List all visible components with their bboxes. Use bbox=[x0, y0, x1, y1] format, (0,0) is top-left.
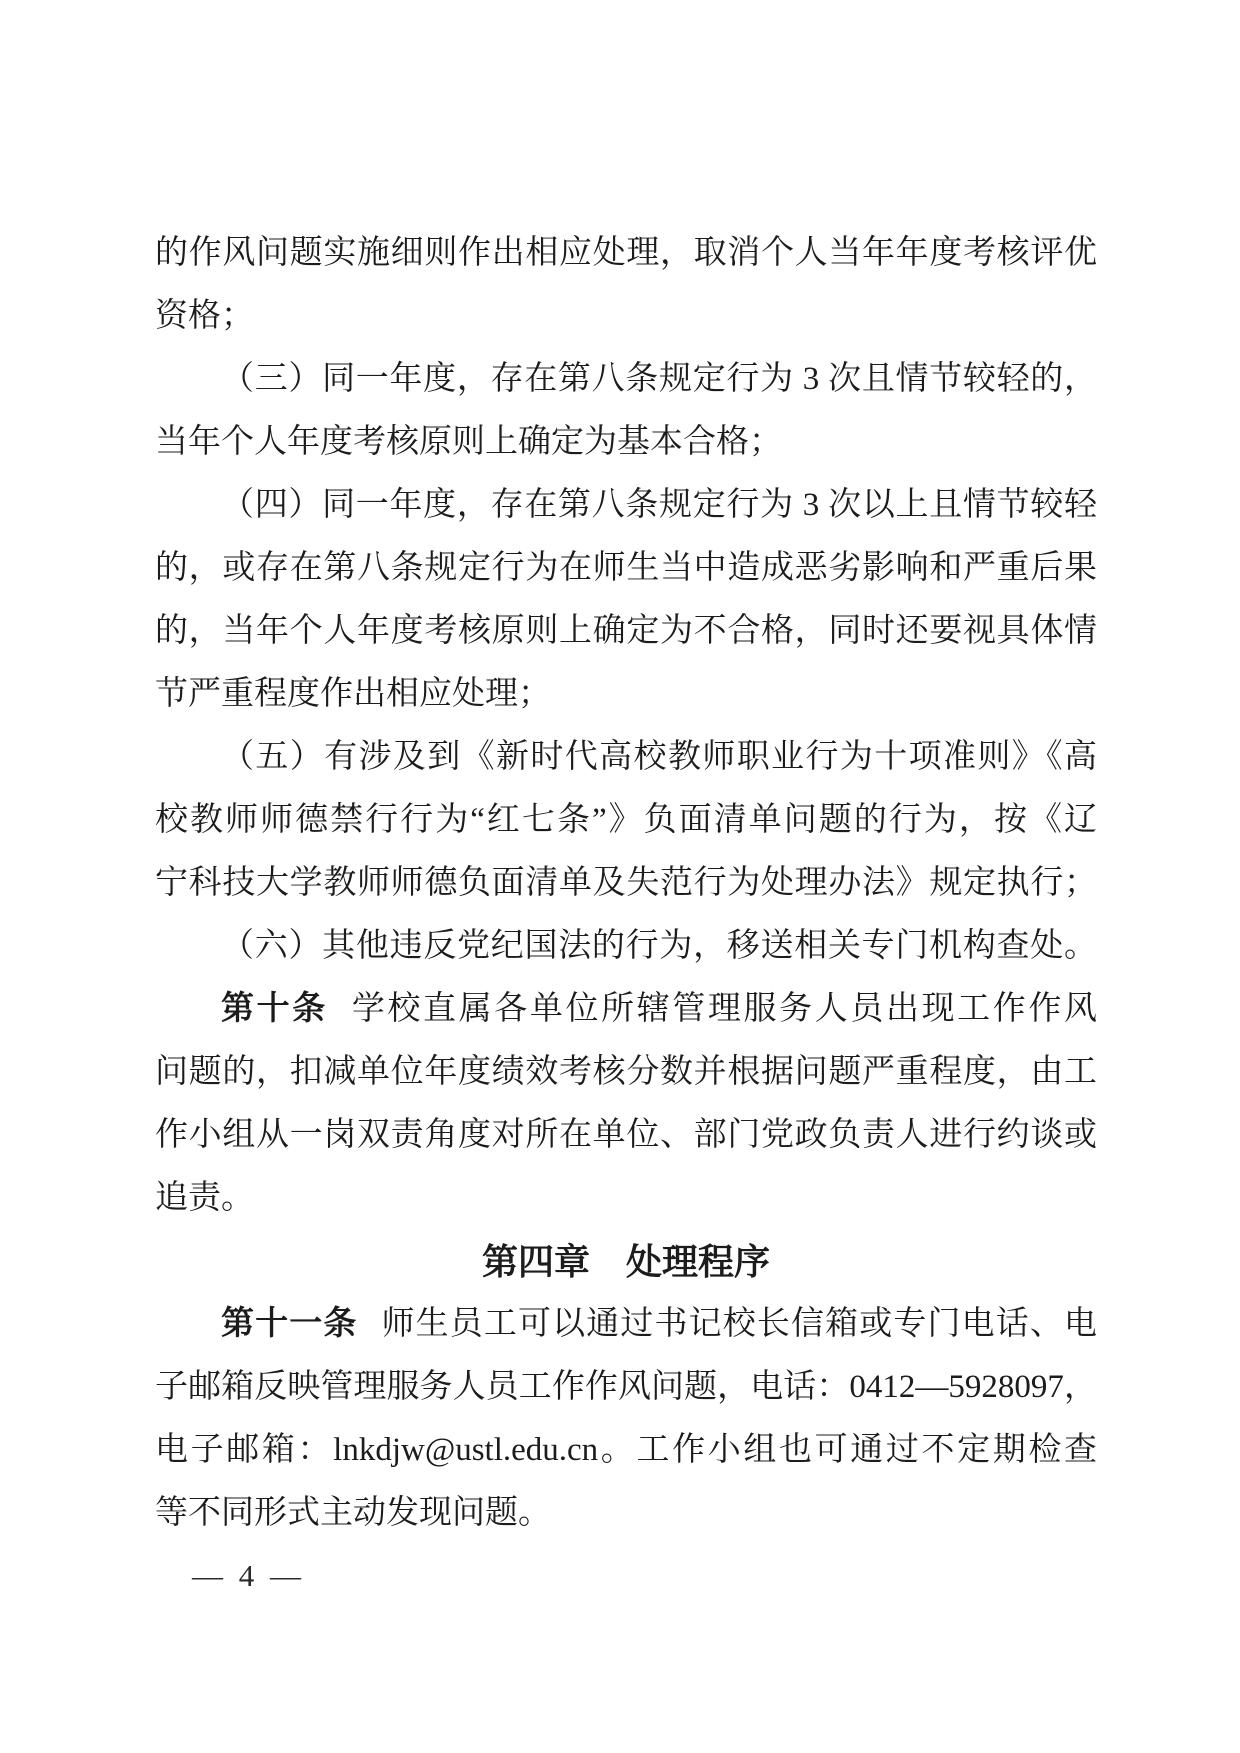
text-line: 电子邮箱：lnkdjw@ustl.edu.cn。工作小组也可通过不定期检查 bbox=[155, 1432, 1097, 1468]
text-line: 作小组从一岗双责角度对所在单位、部门党政负责人进行约谈或 bbox=[155, 1117, 1097, 1153]
article-number: 第十条 bbox=[221, 991, 328, 1027]
text-line: （六）其他违反党纪国法的行为，移送相关专门机构查处。 bbox=[221, 928, 1097, 964]
text-line: 资格； bbox=[155, 298, 254, 334]
article-number: 第十一条 bbox=[221, 1306, 358, 1342]
text-line: （三）同一年度，存在第八条规定行为 3 次且情节较轻的， bbox=[221, 361, 1097, 397]
text-line: 问题的，扣减单位年度绩效考核分数并根据问题严重程度，由工 bbox=[155, 1054, 1097, 1090]
text-line: 校教师师德禁行行为“红七条”》负面清单问题的行为，按《辽 bbox=[155, 802, 1097, 838]
text-line: （五）有涉及到《新时代高校教师职业行为十项准则》《高 bbox=[221, 739, 1097, 775]
text-line: 宁科技大学教师师德负面清单及失范行为处理办法》规定执行； bbox=[155, 865, 1097, 901]
text-line: 当年个人年度考核原则上确定为基本合格； bbox=[155, 424, 782, 460]
text-line: 的作风问题实施细则作出相应处理，取消个人当年年度考核评优 bbox=[155, 235, 1097, 271]
document-body bbox=[155, 222, 1097, 1545]
text-line: 追责。 bbox=[155, 1180, 254, 1216]
text-line: 子邮箱反映管理服务人员工作作风问题，电话：0412—5928097， bbox=[155, 1369, 1097, 1405]
text-line: 第十一条 师生员工可以通过书记校长信箱或专门电话、电 bbox=[221, 1306, 1097, 1342]
chapter-heading: 第四章 处理程序 bbox=[481, 1241, 770, 1282]
text-line: 等不同形式主动发现问题。 bbox=[155, 1495, 551, 1531]
page-number: — 4 — bbox=[192, 1558, 305, 1593]
text-line: 节严重程度作出相应处理； bbox=[155, 676, 551, 712]
text-line: 第十条 学校直属各单位所辖管理服务人员出现工作作风 bbox=[221, 991, 1098, 1027]
text-line: 的，或存在第八条规定行为在师生当中造成恶劣影响和严重后果 bbox=[155, 550, 1097, 586]
text-line: 的，当年个人年度考核原则上确定为不合格，同时还要视具体情 bbox=[155, 613, 1097, 649]
text-line: （四）同一年度，存在第八条规定行为 3 次以上且情节较轻 bbox=[221, 487, 1097, 523]
